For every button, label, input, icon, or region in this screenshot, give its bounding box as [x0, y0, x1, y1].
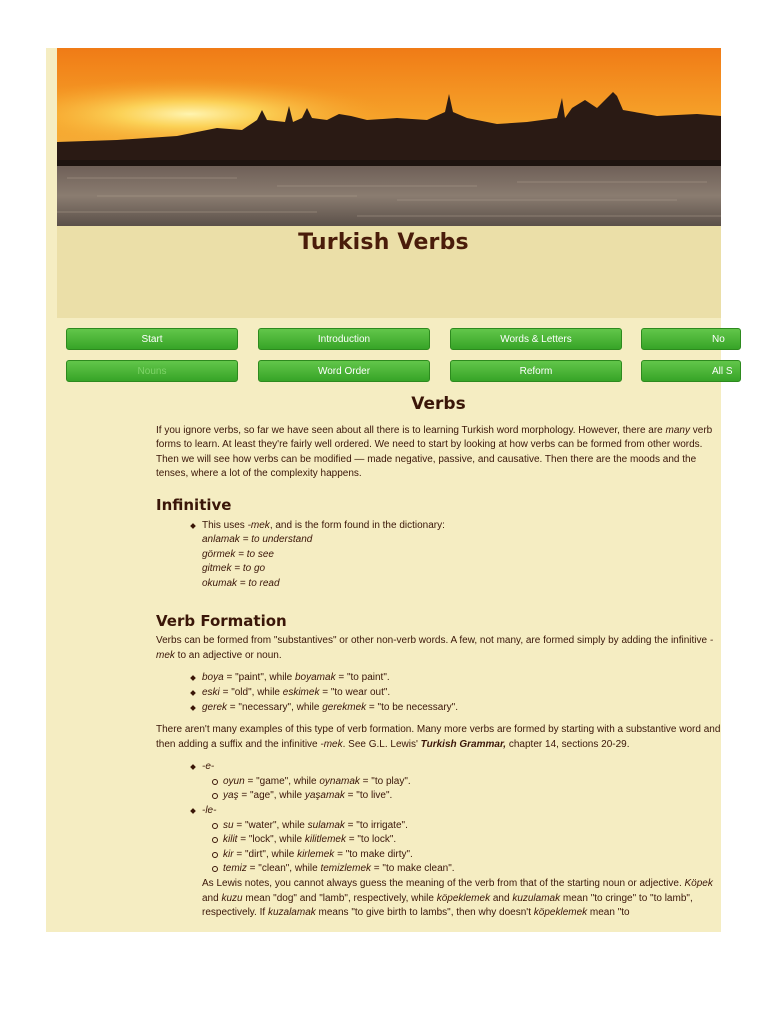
section-heading-verb-formation: Verb Formation: [156, 611, 287, 630]
nav-introduction-button[interactable]: Introduction: [258, 328, 430, 350]
nav-all-button[interactable]: All S: [641, 360, 741, 382]
example-line: gitmek = to go: [202, 563, 266, 575]
page-heading: Verbs: [411, 394, 466, 414]
list-item: This uses -mek, and is the form found in the dictionary: anlamak = to understand görmek = to see gitmek = to go okumak = to read: [202, 519, 721, 592]
list-item: eski = "old", while eskimek = "to wear out".: [202, 686, 721, 701]
nav-word-order-button[interactable]: Word Order: [258, 360, 430, 382]
list-item: gerek = "necessary", while gerekmek = "to be necessary".: [202, 701, 721, 716]
list-item: temiz = "clean", while temizlemek = "to make clean".: [223, 862, 721, 877]
list-item: kir = "dirt", while kirlemek = "to make dirty".: [223, 848, 721, 863]
nav-reform-button[interactable]: Reform: [450, 360, 622, 382]
formation-paragraph-1: Verbs can be formed from "substantives" or other non-verb words. A few, not many, are formed simply by adding the infinitive -mek to an adjective or noun.: [156, 635, 714, 661]
section-heading-infinitive: Infinitive: [156, 495, 232, 514]
site-title: Turkish Verbs: [298, 230, 469, 255]
page: [46, 48, 733, 932]
istanbul-sunset-banner: [57, 48, 721, 226]
simple-formation-list: [156, 671, 721, 715]
suffix-list: [156, 760, 721, 921]
list-item: oyun = "game", while oynamak = "to play".: [223, 775, 721, 790]
list-item: yaş = "age", while yaşamak = "to live".: [223, 789, 721, 804]
suffix-le-examples: [202, 819, 721, 877]
nav-nouns-button[interactable]: No: [641, 328, 741, 350]
lewis-note: As Lewis notes, you cannot always guess the meaning of the verb from that of the starting noun or adjective. Köpek and kuzu mean "dog" and "lamb", respectively, while köpeklemek and kuzulamak mean "to cringe" to "to lamb", respectively. If kuzalamak means "to give birth to lambs", then why doesn't köpeklemek mean "to: [202, 878, 713, 919]
skyline-image: [57, 48, 721, 226]
example-line: anlamak = to understand: [202, 534, 313, 546]
nav-words-letters-button[interactable]: Words & Letters: [450, 328, 622, 350]
infinitive-list: [156, 519, 721, 592]
article-content: [156, 392, 721, 929]
suffix-item-le: -le- su = "water", while sulamak = "to irrigate". kilit = "lock", while kilitlemek = "to lock". kir = "dirt", while kirlemek = "to make dirty". temiz = "clean", while temizlemek = "to make clean". As Lewis notes, you cannot always guess the meaning of the verb from that of the starting noun or adjective. Köpek and kuzu mean "dog" and "lamb", respectively, while köpeklemek and kuzulamak mean "to cringe" to "to lamb", respectively. If kuzalamak means "to give birth to lambs", then why doesn't köpeklemek mean "to: [202, 804, 721, 921]
book-title: Turkish Grammar,: [420, 738, 507, 750]
formation-paragraph-2: There aren't many examples of this type of verb formation. Many more verbs are formed by starting with a substantive word and then adding a suffix and the infinitive -mek. See G.L. Lewis' Turkish Grammar, chapter 14, sections 20-29.: [156, 724, 721, 750]
suffix-e-examples: [202, 775, 721, 804]
intro-paragraph: If you ignore verbs, so far we have seen about all there is to learning Turkish word morphology. However, there are many verb forms to learn. At least they're fairly well ordered. We need to start by looking at how verbs can be formed from other words. Then we will see how verbs can be modified — made negative, passive, and causative. Then there are the moods and the tenses, where a lot of the complexity happens.: [156, 424, 713, 480]
nav-start-button[interactable]: Start: [66, 328, 238, 350]
suffix-item-e: -e- oyun = "game", while oynamak = "to play". yaş = "age", while yaşamak = "to live".: [202, 760, 721, 804]
nav-current-button[interactable]: Nouns: [66, 360, 238, 382]
example-line: görmek = to see: [202, 548, 274, 560]
list-item: boya = "paint", while boyamak = "to paint".: [202, 671, 721, 686]
example-line: okumak = to read: [202, 577, 280, 589]
list-item: kilit = "lock", while kilitlemek = "to lock".: [223, 833, 721, 848]
list-item: su = "water", while sulamak = "to irrigate".: [223, 819, 721, 834]
